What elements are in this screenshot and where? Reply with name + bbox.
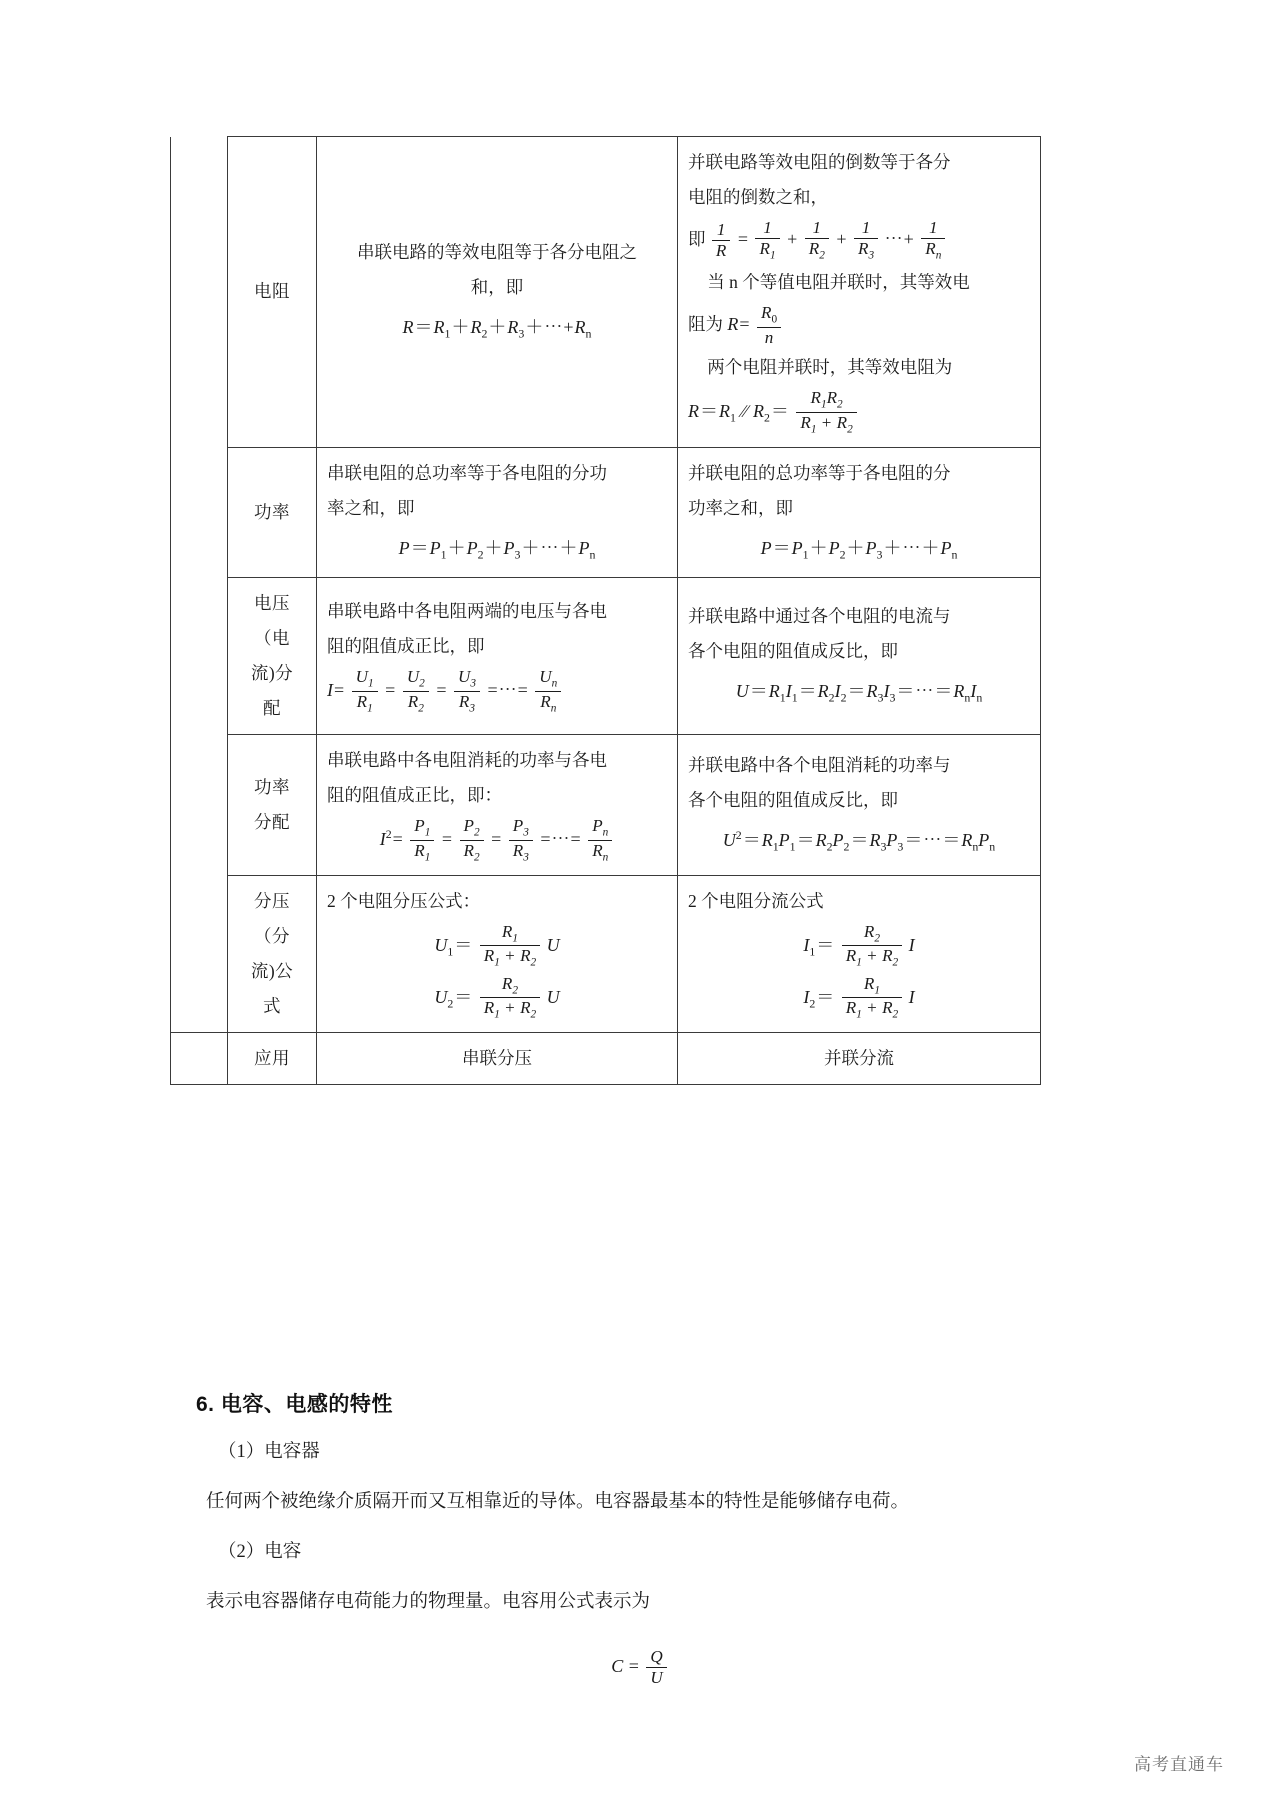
cell-parallel-resistance [678, 137, 1041, 448]
table-row-application [171, 1033, 1041, 1085]
label-line: 式 [263, 996, 281, 1017]
cell-parallel-application: 并联分流 [678, 1033, 1041, 1085]
series-divider-formula2: $U_2=$ $\frac{R_2}{R_1 + R_2}$ U [434, 973, 560, 1021]
cell-series-voltage [317, 578, 678, 735]
parallel-powerdist-formula: $U^2=R_1P_1=R_2P_2=R_3P_3=\cdots=R_nP_n$ [722, 828, 996, 854]
series-voltage-line1: 串联电路中各电阻两端的电压与各电 [327, 601, 607, 622]
cell-parallel-current-divider [678, 875, 1041, 1033]
parallel-divider-line1: 2 个电阻分流公式 [688, 890, 824, 911]
parallel-resistance-formula2: 阻为 R= $\frac{R_0}{n}$ [688, 304, 1030, 348]
parallel-power-formula: $P=P_1+P_2+P_3+\cdots+P_n$ [760, 537, 958, 562]
parallel-current-line2: 各个电阻的阻值成反比，即 [688, 641, 898, 662]
series-resistance-line1: 串联电路的等效电阻等于各分电阻之 [357, 242, 637, 263]
cell-series-power-distribution [317, 735, 678, 876]
watermark-logo: 高考直通车 [1134, 1755, 1224, 1774]
parallel-resistance-formula3: $R=R_1$ ∕∕ $R_2=$ $\frac{R_1R_2}{R_1 + R_2}$ [688, 389, 1030, 437]
row-label-resistance: 电阻 [228, 137, 317, 448]
series-resistance-formula: $R=R_1+R_2+R_3+\cdots+R_n$ [402, 317, 592, 341]
parallel-resistance-line1: 并联电路等效电阻的倒数等于各分 [688, 152, 951, 172]
parallel-resistance-formula1: 即 $\frac{1}{R}$ = $\frac{1}{R_1}$ + $\frac{1}{R_2}$ + $\frac{1}{R_3}$ ⋯+ $\frac{1}{R_n}$ [688, 219, 1030, 263]
series-resistance-line2: 和，即 [470, 277, 524, 298]
row-label-power: 功率 [228, 447, 317, 577]
series-power-line1: 串联电阻的总功率等于各电阻的分功 [327, 462, 607, 483]
cell-parallel-current [678, 578, 1041, 735]
parallel-current-formula: $U=R_1I_1=R_2I_2=R_3I_3=\cdots=R_nI_n$ [735, 681, 983, 706]
label-line: （分 [254, 926, 290, 947]
label-line: 电压 [254, 593, 290, 614]
label-line: 配 [263, 698, 281, 719]
label-line: 流)公 [250, 961, 294, 982]
row-label-voltage-current-distribution [228, 578, 317, 735]
parallel-current-line1: 并联电路中通过各个电阻的电流与 [688, 606, 951, 627]
section-heading: 6. 电容、电感的特性 [196, 1393, 393, 1416]
label-line: 分压 [254, 891, 290, 912]
parallel-powerdist-line1: 并联电路中各个电阻消耗的功率与 [688, 755, 951, 776]
subsection-1-body: 任何两个被绝缘介质隔开而又互相靠近的导体。电容器最基本的特性是能够储存电荷。 [206, 1492, 910, 1512]
series-divider-formula1: $U_1=$ $\frac{R_1}{R_1 + R_2}$ U [434, 922, 560, 969]
parallel-resistance-line4: 两个电阻并联时，其等效电阻为 [707, 357, 953, 378]
capacitance-formula: C = $\frac{Q}{U}$ [0, 1648, 1280, 1688]
subsection-1-title: （1）电容器 [218, 1442, 320, 1462]
row-label-power-distribution [228, 735, 317, 876]
table-row [171, 875, 1041, 1033]
series-powerdist-formula: $I^2=$ $\frac{P_1}{R_1}$ = $\frac{P_2}{R_2}$ = $\frac{P_3}{R_3}$ =⋯= $\frac{P_n}{R_n}$ [327, 817, 667, 865]
row-label-application: 应用 [228, 1033, 317, 1085]
label-line: 流)分 [250, 663, 294, 684]
cell-series-voltage-divider [317, 875, 678, 1033]
parallel-power-line1: 并联电阻的总功率等于各电阻的分 [688, 462, 951, 483]
table-row [171, 137, 1041, 448]
row-label-divider-formula [228, 875, 317, 1033]
cell-parallel-power-distribution [678, 735, 1041, 876]
series-power-line2: 率之和，即 [327, 497, 415, 518]
series-voltage-line2: 阻的阻值成正比，即 [327, 636, 485, 657]
subsection-2-title: （2）电容 [218, 1542, 302, 1562]
table-left-spine-cap [171, 1033, 228, 1085]
table-row [171, 447, 1041, 577]
series-parallel-comparison-table [170, 136, 1041, 1085]
series-powerdist-line2: 阻的阻值成正比，即： [327, 785, 502, 806]
series-voltage-formula: I= $\frac{U_1}{R_1}$ = $\frac{U_2}{R_2}$ = $\frac{U_3}{R_3}$ =⋯= $\frac{U_n}{R_n}$ [327, 668, 667, 716]
cell-series-application: 串联分压 [317, 1033, 678, 1085]
series-divider-line1: 2 个电阻分压公式： [327, 890, 481, 911]
cell-parallel-power [678, 447, 1041, 577]
parallel-power-line2: 功率之和，即 [688, 497, 793, 518]
formula1-prefix: 即 [688, 229, 706, 250]
table-left-spine [171, 137, 228, 1033]
label-line: 分配 [254, 812, 290, 833]
series-power-formula: $P=P_1+P_2+P_3+\cdots+P_n$ [398, 537, 596, 562]
parallel-resistance-line2: 电阻的倒数之和， [688, 187, 828, 207]
label-line: （电 [254, 628, 290, 649]
subsection-2-body: 表示电容器储存电荷能力的物理量。电容用公式表示为 [206, 1592, 651, 1612]
series-powerdist-line1: 串联电路中各电阻消耗的功率与各电 [327, 750, 607, 771]
label-line: 功率 [254, 777, 290, 798]
parallel-powerdist-line2: 各个电阻的阻值成反比，即 [688, 790, 898, 811]
parallel-resistance-line3: 当 n 个等值电阻并联时，其等效电 [707, 272, 970, 293]
cell-series-power [317, 447, 678, 577]
formula2-prefix: 阻为 [688, 314, 723, 335]
parallel-divider-formula1: $I_1=$ $\frac{R_2}{R_1 + R_2}$ I [803, 922, 915, 969]
table-row [171, 578, 1041, 735]
table-row [171, 735, 1041, 876]
cell-series-resistance [317, 137, 678, 448]
parallel-divider-formula2: $I_2=$ $\frac{R_1}{R_1 + R_2}$ I [803, 973, 915, 1021]
